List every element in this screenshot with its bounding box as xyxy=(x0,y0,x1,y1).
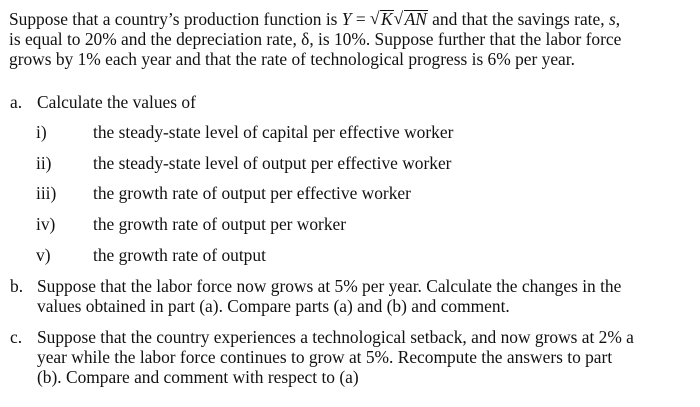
part-b-line-2: values obtained in part (a). Compare parts (a) and (b) and comment. xyxy=(37,296,510,316)
part-a-text: Calculate the values of xyxy=(37,92,196,112)
item-text: the steady-state level of capital per effective worker xyxy=(93,122,454,142)
part-b-line-1: Suppose that the labor force now grows at 5% per year. Calculate the changes in the xyxy=(37,276,622,296)
part-a-letter: a. xyxy=(10,92,23,112)
part-c-line-3: (b). Compare and comment with respect to (a) xyxy=(37,367,359,387)
equation-y: Y xyxy=(341,9,352,29)
sqrt-k xyxy=(370,9,394,29)
intro-line-1-suffix: and that the savings rate, xyxy=(427,9,609,29)
item-text: the growth rate of output xyxy=(93,245,266,265)
sqrt-an-radicand: AN xyxy=(404,9,427,29)
intro-line-2: is equal to 20% and the depreciation rate, δ, is 10%. Suppose further that the labor force xyxy=(9,29,622,49)
intro-line-1-end: , xyxy=(615,9,621,29)
savings-rate-symbol: s xyxy=(608,9,616,29)
intro-paragraph xyxy=(9,9,693,69)
sqrt-symbol-icon: √ xyxy=(393,8,404,28)
problem-document xyxy=(9,8,693,387)
item-text: the growth rate of output per effective worker xyxy=(93,183,411,203)
item-text: the steady-state level of output per effective worker xyxy=(93,153,452,173)
intro-line-3: grows by 1% each year and that the rate of technological progress is 6% per year. xyxy=(9,49,575,69)
part-b-letter: b. xyxy=(10,276,24,296)
part-c-text xyxy=(37,327,697,387)
sqrt-an xyxy=(394,9,428,29)
intro-line-1 xyxy=(9,9,693,29)
sqrt-k-radicand: K xyxy=(380,9,393,29)
item-text: the growth rate of output per worker xyxy=(93,214,347,234)
equation-equals: = xyxy=(351,9,370,29)
item-number: ii) xyxy=(36,153,52,173)
item-number: v) xyxy=(36,245,51,265)
item-number: iii) xyxy=(36,183,57,203)
intro-line-1-prefix: Suppose that a country’s production function is xyxy=(9,9,342,29)
part-c-letter: c. xyxy=(10,327,23,347)
item-number: i) xyxy=(36,122,47,142)
sqrt-symbol-icon: √ xyxy=(369,8,380,28)
part-c-line-1: Suppose that the country experiences a technological setback, and now grows at 2% a xyxy=(37,327,634,347)
item-number: iv) xyxy=(36,214,56,234)
part-b-text xyxy=(37,276,697,316)
part-c-line-2: year while the labor force continues to grow at 5%. Recompute the answers to part xyxy=(37,347,613,367)
